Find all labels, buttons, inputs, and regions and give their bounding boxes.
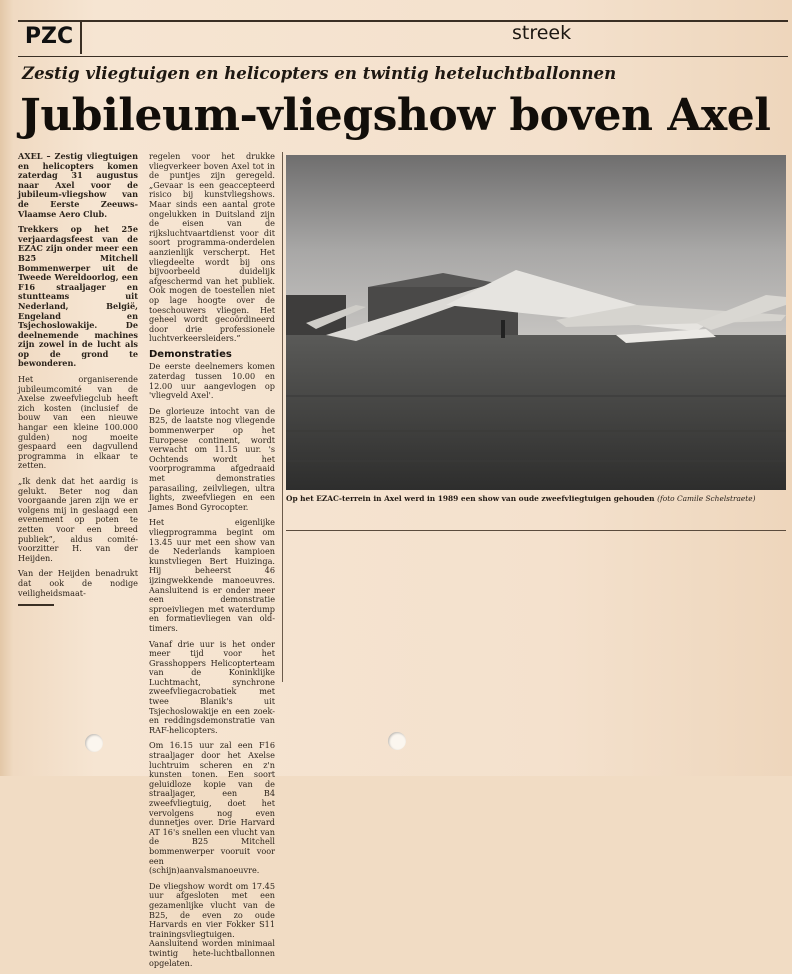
column-divider xyxy=(282,152,283,682)
page-edge xyxy=(0,0,14,776)
article-headline: Jubileum-vliegshow boven Axel xyxy=(20,90,771,141)
body-paragraph: regelen voor het drukke vliegverkeer boven Axel tot in de puntjes zijn geregeld. „Gevaar is een geaccepteerd risico bij kunstvliegshows. Maar sinds een aantal grote ongelukken in Duitsland zijn de eisen van de rijksluchtvaartdienst voor dit soort programma-onderdelen aanzienlijk verscherpt. Het vliegdeelte wordt bij ons bijvoorbeeld duidelijk afgeschermd van het publiek. Ook mogen de toestellen niet op lage hoogte over de toeschouwers vliegen. Het geheel wordt gecoördineerd door drie professionele luchtverkeersleiders.” xyxy=(149,151,275,344)
body-paragraph: De vliegshow wordt om 17.45 uur afgesloten met een gezamenlijke vlucht van de B25, de even zo oude Harvards en vier Fokker S11 trainingsvliegtuigen. Aansluitend worden minimaal twintig hete-luchtballonnen opgelaten. xyxy=(149,880,275,968)
punch-hole xyxy=(388,732,406,750)
subheading: Demonstraties xyxy=(149,348,232,360)
body-paragraph: Het organiserende jubileumcomité van de Axelse zweefvliegclub heeft zich kosten (inclusief de bouw van een nieuwe hangar een kleine 100.000 gulden) nog moeite gespaard een dagvullend programma in elkaar te zetten. xyxy=(18,374,138,471)
photo-caption xyxy=(286,494,786,503)
caption-text: Op het EZAC-terrein in Axel werd in 1989 een show van oude zweefvliegtuigen gehouden xyxy=(286,494,655,503)
punch-hole xyxy=(85,734,103,752)
body-paragraph: Het eigenlijke vliegprogramma begint om 13.45 uur met een show van de Nederlands kampioen kunstvliegen Bert Huizinga. Hij beheerst 46 ijzingwekkende manoeuvres. Aansluitend is er onder meer een demonstratie sproeivliegen met waterdump en formatievliegen van old-timers. xyxy=(149,517,275,633)
body-paragraph: „Ik denk dat het aardig is gelukt. Beter nog dan voorgaande jaren zijn we er volgens mij in geslaagd een evenement op poten te zetten voor een breed publiek”, aldus comité-voorzitter H. van der Heijden. xyxy=(18,476,138,563)
photo-illustration xyxy=(286,155,786,490)
lead-paragraph: AXEL – Zestig vliegtuigen en helicopters komen zaterdag 31 augustus naar Axel voor de jubileum-vliegshow van de Eerste Zeeuws-Vlaamse Aero Club. xyxy=(18,151,138,219)
body-paragraph: Om 16.15 uur zal een F16 straaljager door het Axelse luchtruim scheren en z'n kunsten tonen. Een soort geluidloze kopie van de straaljager, een B4 zweefvliegtuig, doet het vervolgens nog even dunnetjes over. Drie Harvard AT 16's snellen een vlucht van de B25 Mitchell bommenwerper vooruit voor een (schijn)aanvalsmanoeuvre. xyxy=(149,740,275,876)
paper-logo: PZC xyxy=(18,20,82,54)
article-kicker: Zestig vliegtuigen en helicopters en twintig heteluchtballonnen xyxy=(22,63,617,83)
body-paragraph: Trekkers op het 25e verjaardagsfeest van de EZAC zijn onder meer een B25 Mitchell Bommenwerper uit de Tweede Wereldoorlog, een F16 straaljager en stuntteams uit Nederland, België, Engeland en Tsjechoslowakije. De deelnemende machines zijn zowel in de lucht als op de grond te bewonderen. xyxy=(18,224,138,369)
body-paragraph: De glorieuze intocht van de B25, de laatste nog vliegende bommenwerper op het Europese continent, wordt verwacht om 11.15 uur. 's Ochtends wordt het voorprogramma afgedraaid met demonstraties parasailing, zeilvliegen, ultra lights, zweefvliegen en een James Bond Gyrocopter. xyxy=(149,405,275,512)
photo-credit: (foto Camile Schelstraete) xyxy=(657,494,756,503)
article-column-2 xyxy=(149,152,275,974)
section-label: streek xyxy=(512,22,572,44)
article-column-1 xyxy=(18,152,138,606)
masthead-bar xyxy=(18,20,788,57)
empty-area xyxy=(286,530,786,777)
body-paragraph: Van der Heijden benadrukt dat ook de nodige veiligheidsmaat- xyxy=(18,568,138,598)
column-end-rule xyxy=(18,604,54,606)
gliders-photo xyxy=(286,155,786,490)
body-paragraph: Vanaf drie uur is het onder meer tijd voor het Grasshoppers Helicopterteam van de Koninklijke Luchtmacht, synchrone zweefvliegacrobatiek met twee Blanik's uit Tsjechoslowakije en een zoek- en reddingsdemonstratie van RAF-helicopters. xyxy=(149,638,275,735)
body-paragraph: De eerste deelnemers komen zaterdag tussen 10.00 en 12.00 uur aangevlogen op 'vliegveld Axel'. xyxy=(149,361,275,401)
